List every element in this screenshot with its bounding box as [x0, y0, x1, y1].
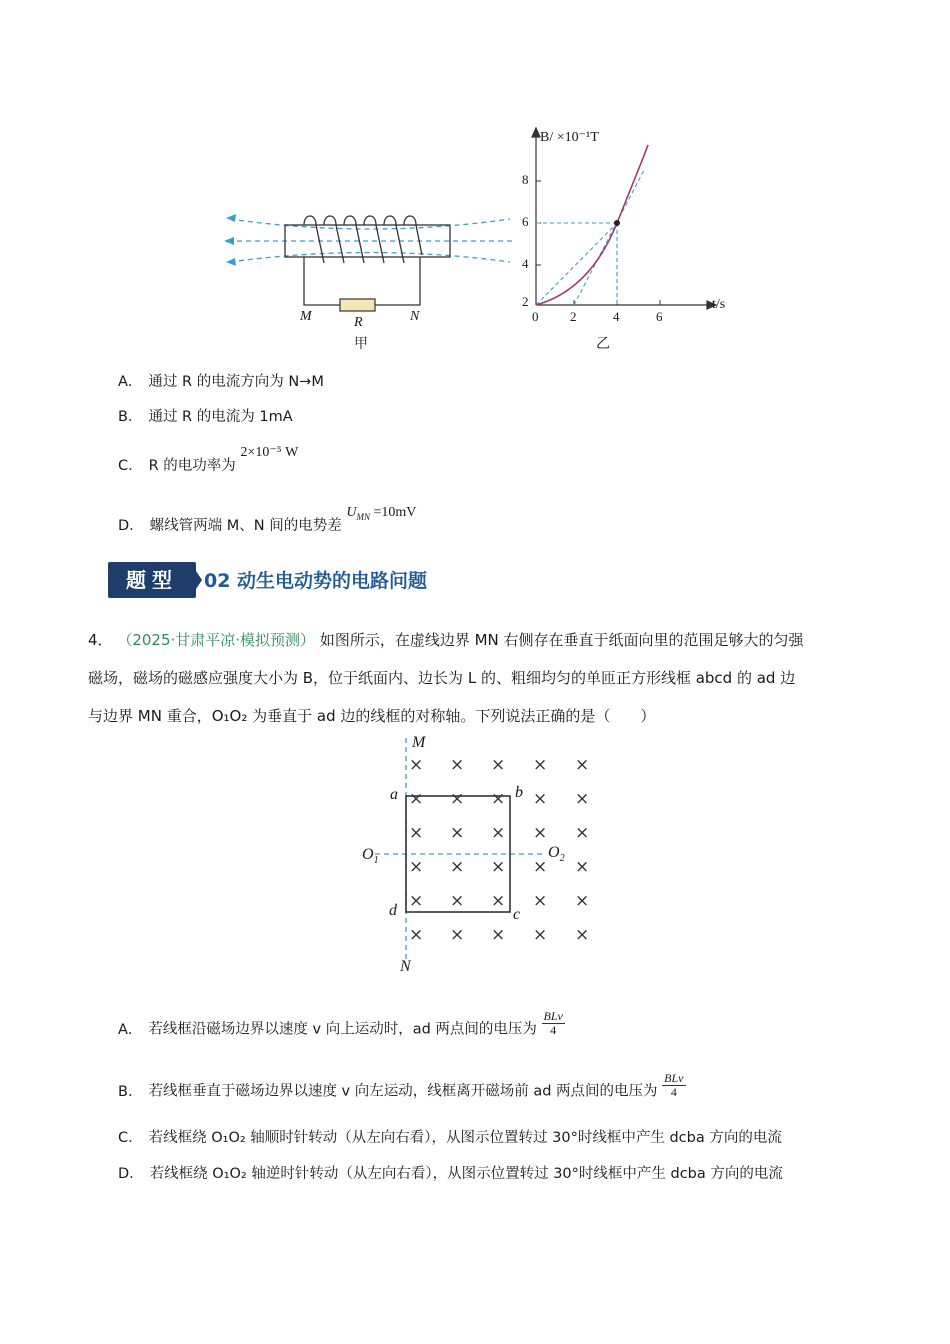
field-cross: × — [575, 755, 590, 775]
q4-option-a: A． 若线框沿磁场边界以速度 v 向上运动时，ad 两点间的电压为 $\frac{\text{BLv}}{4}$ — [118, 1009, 563, 1038]
field-cross: × — [575, 925, 590, 945]
q4-line-3: 与边界 MN 重合，O₁O₂ 为垂直于 ad 边的线框的对称轴。下列说法正确的是（ ） — [88, 707, 656, 725]
banner-title: 02 动生电动势的电路问题 — [204, 570, 428, 592]
q4-option-c: C． 若线框绕 O₁O₂ 轴顺时针转动（从左向右看），从图示位置转过 30°时线框中产生 dcba 方向的电流 — [118, 1130, 782, 1146]
power-formula: 2×10⁻⁵ W — [240, 445, 299, 460]
figure-jia — [220, 205, 520, 355]
q3-option-c: C． R 的电功率为 2×10⁻⁵ W — [118, 445, 299, 474]
fraction-b: $\frac{\text{BLv}}{4}$ — [664, 1071, 684, 1099]
field-cross: × — [533, 925, 548, 945]
field-cross: × — [450, 891, 465, 911]
label-b: b — [515, 784, 523, 801]
section-banner — [108, 562, 508, 598]
field-cross: × — [491, 925, 506, 945]
x-tick-0: 0 — [532, 309, 539, 324]
caption-yi: 乙 — [596, 337, 610, 352]
field-cross: × — [533, 823, 548, 843]
field-cross: × — [409, 789, 424, 809]
field-cross: × — [491, 857, 506, 877]
field-cross: × — [450, 789, 465, 809]
label-M: M — [300, 309, 312, 324]
figure-yi — [500, 125, 740, 355]
field-cross: × — [409, 857, 424, 877]
y-tick-8: 8 — [522, 172, 529, 187]
field-cross: × — [575, 891, 590, 911]
field-cross: × — [533, 789, 548, 809]
banner-tag: 题型 — [108, 562, 196, 598]
label-O2: $O_2$ — [548, 844, 565, 865]
label-O1: $O_1$ — [362, 846, 379, 867]
field-cross: × — [450, 857, 465, 877]
emf-formula: $U_{MN} =10mV$ — [346, 505, 417, 522]
field-cross: × — [409, 823, 424, 843]
field-cross: × — [491, 891, 506, 911]
label-d: d — [389, 902, 397, 919]
field-cross: × — [533, 857, 548, 877]
x-tick-4: 4 — [613, 309, 620, 324]
field-cross: × — [533, 891, 548, 911]
label-R: R — [354, 315, 363, 330]
q3-option-b: B． 通过 R 的电流为 1mA — [118, 409, 293, 425]
field-cross: × — [575, 857, 590, 877]
field-cross: × — [409, 925, 424, 945]
q4-option-b: B． 若线框垂直于磁场边界以速度 v 向左运动，线框离开磁场前 ad 两点间的电压为 $\frac{\text{BLv}}{4}$ — [118, 1071, 684, 1100]
q4-line-1: 4． （2025·甘肃平凉·模拟预测） 如图所示，在虚线边界 MN 右侧存在垂直于纸面向里的范围足够大的匀强 — [88, 631, 804, 649]
x-tick-2: 2 — [570, 309, 577, 324]
q3-option-a: A． 通过 R 的电流方向为 N→M — [118, 374, 324, 390]
q3-option-d: D． 螺线管两端 M、N 间的电势差 $U_{MN} =10mV$ — [118, 505, 417, 534]
label-N4: N — [400, 958, 411, 975]
label-c: c — [513, 906, 521, 923]
label-a: a — [390, 786, 398, 803]
x-tick-6: 6 — [656, 309, 663, 324]
q4-line-2: 磁场，磁场的磁感应强度大小为 B，位于纸面内、边长为 L 的、粗细均匀的单匝正方形线框 abcd 的 ad 边 — [88, 669, 796, 687]
field-cross: × — [450, 925, 465, 945]
field-cross: × — [409, 891, 424, 911]
q4-source: （2025·甘肃平凉·模拟预测） — [117, 631, 316, 649]
solenoid-diagram — [220, 205, 520, 355]
field-cross: × — [491, 789, 506, 809]
field-cross: × — [575, 789, 590, 809]
field-cross: × — [533, 755, 548, 775]
field-cross: × — [409, 755, 424, 775]
figure-4 — [355, 732, 615, 982]
q4-option-d: D． 若线框绕 O₁O₂ 轴逆时针转动（从左向右看），从图示位置转过 30°时线框中产生 dcba 方向的电流 — [118, 1166, 783, 1182]
label-M4: M — [412, 734, 426, 751]
field-cross: × — [491, 755, 506, 775]
y-tick-2: 2 — [522, 294, 529, 309]
banner-notch — [190, 562, 202, 598]
field-cross: × — [450, 823, 465, 843]
y-tick-4: 4 — [522, 256, 529, 271]
y-tick-6: 6 — [522, 214, 529, 229]
field-cross: × — [450, 755, 465, 775]
y-axis-label: B/ ×10⁻¹T — [540, 130, 599, 145]
x-axis-label: t/s — [712, 297, 726, 312]
caption-jia: 甲 — [354, 337, 368, 352]
label-N: N — [410, 309, 420, 324]
fraction-a: $\frac{\text{BLv}}{4}$ — [543, 1009, 563, 1037]
field-cross: × — [491, 823, 506, 843]
field-cross: × — [575, 823, 590, 843]
